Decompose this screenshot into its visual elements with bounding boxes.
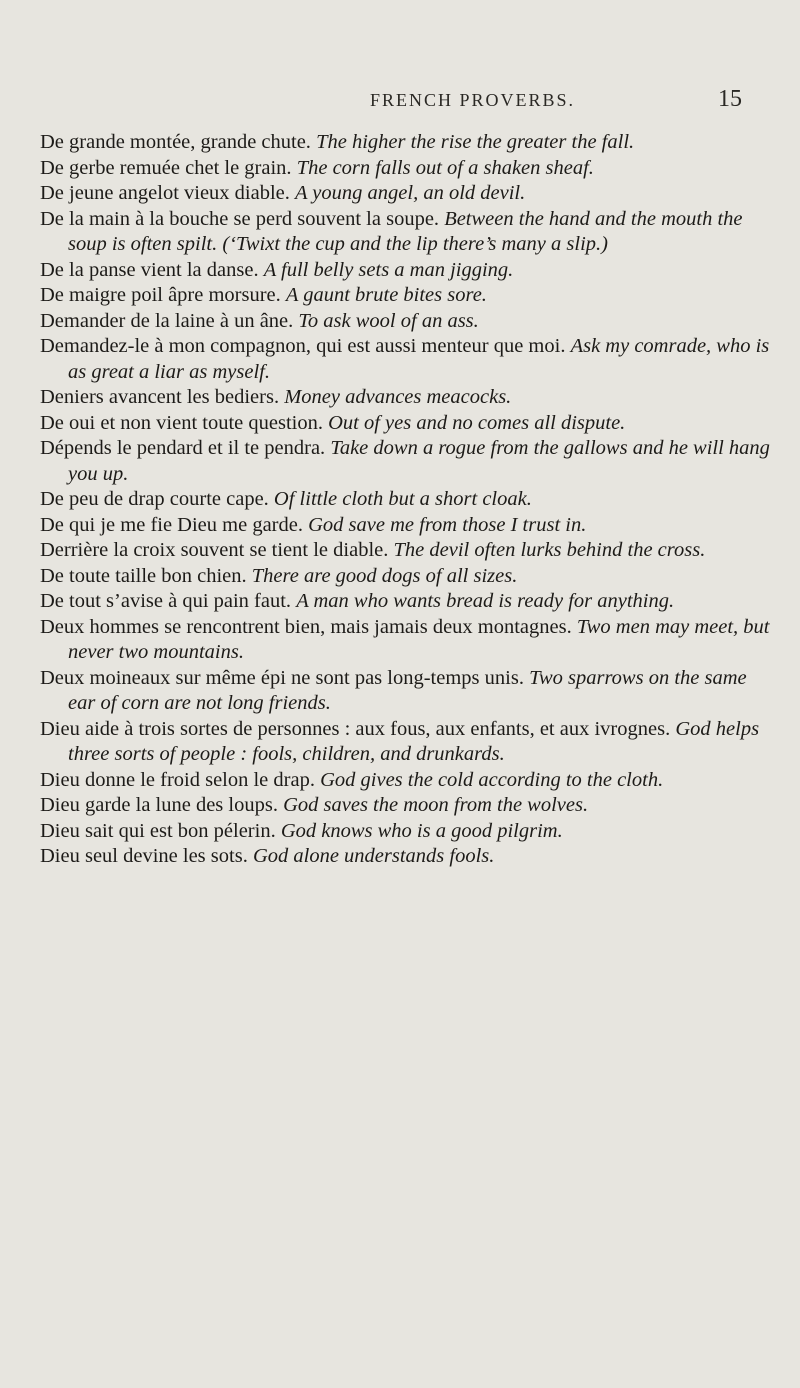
- proverb-entry: [40, 564, 770, 590]
- english-translation: Of little cloth but a short cloak.: [273, 488, 532, 510]
- french-proverb: Deniers avancent les bediers.: [40, 386, 280, 408]
- french-proverb: De gerbe remuée chet le grain.: [40, 156, 292, 179]
- english-translation: Out of yes and no comes all dispute.: [328, 411, 626, 434]
- english-translation: Two men may meet, but never two mountains.: [68, 615, 770, 663]
- english-translation: A full belly sets a man jigging.: [263, 258, 514, 281]
- proverb-list: [40, 130, 770, 870]
- proverb-entry: [40, 487, 770, 513]
- french-proverb: Dieu garde la lune des loups.: [40, 794, 278, 816]
- french-proverb: De la panse vient la danse.: [40, 258, 259, 281]
- proverb-entry: [40, 793, 770, 819]
- french-proverb: Deux moineaux sur même épi ne sont pas long-temps unis.: [40, 666, 524, 689]
- french-proverb: De la main à la bouche se perd souvent la soupe.: [40, 207, 440, 230]
- proverb-entry: [40, 819, 770, 845]
- proverb-entry: [40, 181, 770, 207]
- proverb-entry: [40, 258, 770, 284]
- proverb-entry: [40, 666, 770, 717]
- proverb-entry: [40, 156, 770, 182]
- english-translation: Two sparrows on the same ear of corn are not long friends.: [68, 666, 747, 714]
- proverb-entry: [40, 768, 770, 794]
- english-translation: God helps three sorts of people : fools, children, and drunkards.: [68, 717, 760, 765]
- english-translation: Between the hand and the mouth the soup is often spilt. (‘Twixt the cup and the lip there’s many a slip.): [68, 207, 743, 255]
- french-proverb: De oui et non vient toute question.: [40, 411, 323, 434]
- english-translation: God save me from those I trust in.: [308, 513, 587, 536]
- french-proverb: Dieu seul devine les sots.: [40, 845, 248, 867]
- french-proverb: Dieu donne le froid selon le drap.: [40, 768, 315, 791]
- proverb-entry: [40, 334, 770, 385]
- proverb-entry: [40, 844, 770, 870]
- french-proverb: Deux hommes se rencontrent bien, mais jamais deux montagnes.: [40, 615, 572, 638]
- french-proverb: Dieu sait qui est bon pélerin.: [40, 819, 276, 842]
- french-proverb: Dieu aide à trois sortes de personnes : aux fous, aux enfants, et aux ivrognes.: [40, 717, 671, 740]
- french-proverb: Demandez-le à mon compagnon, qui est aussi menteur que moi.: [40, 335, 566, 357]
- proverb-entry: [40, 283, 770, 309]
- french-proverb: De peu de drap courte cape.: [40, 488, 269, 510]
- proverb-entry: [40, 436, 770, 487]
- french-proverb: Dépends le pendard et il te pendra.: [40, 437, 326, 459]
- english-translation: The corn falls out of a shaken sheaf.: [296, 156, 594, 179]
- french-proverb: De tout s’avise à qui pain faut.: [40, 590, 292, 612]
- english-translation: God alone understands fools.: [252, 845, 495, 867]
- proverb-entry: [40, 385, 770, 411]
- running-title: FRENCH PROVERBS.: [370, 90, 576, 110]
- page-number: 15: [718, 86, 742, 112]
- french-proverb: De toute taille bon chien.: [40, 564, 247, 587]
- english-translation: There are good dogs of all sizes.: [251, 564, 518, 587]
- french-proverb: De jeune angelot vieux diable.: [40, 182, 290, 204]
- running-head: [0, 86, 800, 116]
- english-translation: God knows who is a good pilgrim.: [280, 819, 563, 842]
- french-proverb: Derrière la croix souvent se tient le diable.: [40, 539, 389, 561]
- english-translation: A gaunt brute bites sore.: [285, 284, 487, 306]
- english-translation: The higher the rise the greater the fall.: [316, 131, 635, 153]
- french-proverb: De qui je me fie Dieu me garde.: [40, 513, 303, 536]
- english-translation: To ask wool of an ass.: [298, 309, 479, 332]
- proverb-entry: [40, 411, 770, 437]
- proverb-entry: [40, 717, 770, 768]
- french-proverb: Demander de la laine à un âne.: [40, 309, 294, 332]
- proverb-entry: [40, 130, 770, 156]
- proverb-entry: [40, 538, 770, 564]
- english-translation: The devil often lurks behind the cross.: [393, 539, 706, 561]
- english-translation: A young angel, an old devil.: [295, 182, 526, 204]
- proverb-entry: [40, 309, 770, 335]
- proverb-entry: [40, 589, 770, 615]
- french-proverb: De maigre poil âpre morsure.: [40, 284, 281, 306]
- proverb-entry: [40, 513, 770, 539]
- english-translation: Take down a rogue from the gallows and he will hang you up.: [68, 437, 770, 485]
- proverb-entry: [40, 207, 770, 258]
- english-translation: A man who wants bread is ready for anything.: [296, 590, 675, 612]
- english-translation: God gives the cold according to the cloth.: [320, 768, 664, 791]
- proverb-entry: [40, 615, 770, 666]
- english-translation: Money advances meacocks.: [284, 386, 512, 408]
- english-translation: God saves the moon from the wolves.: [283, 794, 589, 816]
- french-proverb: De grande montée, grande chute.: [40, 131, 311, 153]
- english-translation: Ask my comrade, who is as great a liar as myself.: [68, 335, 770, 383]
